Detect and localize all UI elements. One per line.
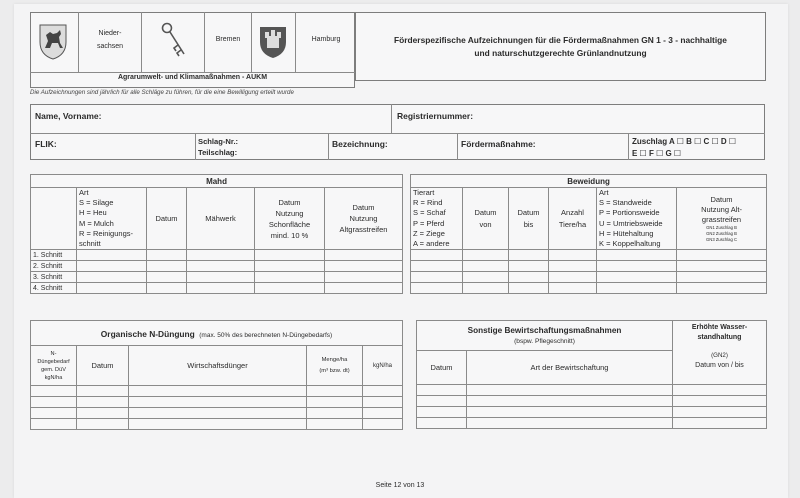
flik-field[interactable]	[65, 135, 190, 158]
wasserstand-header: Erhöhte Wasser- standhaltung (GN2) Datum von / bis	[673, 321, 767, 385]
header-subtitle: Agrarumwelt- und Klimamaßnahmen - AUKM	[117, 74, 268, 81]
table-row: 2. Schnitt	[31, 261, 403, 272]
table-row	[31, 408, 403, 419]
duengung-table	[30, 320, 403, 430]
beweidung-datum-bis-header: Datum bis	[509, 188, 549, 250]
table-row	[417, 418, 767, 429]
hamburg-crest-icon	[257, 24, 289, 60]
logo-niedersachsen-text: Nieder- sachsen	[96, 30, 124, 50]
beweidung-datum-von-header: Datum von	[463, 188, 509, 250]
mahd-datum-header: Datum	[147, 188, 187, 250]
name-field[interactable]	[120, 106, 385, 130]
logo-bremen-text: Bremen	[215, 36, 241, 43]
logo-hamburg-text: Hamburg	[311, 36, 341, 43]
header-note: Die Aufzeichnungen sind jährlich für alle Schläge zu führen, für die eine Bewilligung erteilt wurde	[30, 89, 294, 96]
duengung-menge-header: Menge/ha (m³ bzw. dt)	[307, 346, 363, 386]
table-row	[31, 386, 403, 397]
registriernummer-field[interactable]	[490, 106, 760, 130]
mahd-maehwerk-header: Mähwerk	[187, 188, 255, 250]
table-row: 3. Schnitt	[31, 272, 403, 283]
name-field-label: Name, Vorname:	[35, 111, 102, 121]
duengung-bedarf-header: N- Düngebedarf gem. DüV kgN/ha	[31, 346, 77, 386]
mahd-title: Mahd	[31, 175, 403, 188]
schlag-labels: Schlag-Nr.: Teilschlag:	[198, 137, 239, 157]
mahd-table	[30, 174, 403, 294]
mahd-datum-schonflaeche-header: Datum Nutzung Schonfläche mind. 10 %	[255, 188, 325, 250]
sonstige-title: Sonstige Bewirtschaftungsmaßnahmen (bspw. Pflegeschnitt)	[417, 321, 673, 351]
duengung-kgn-header: kgN/ha	[363, 346, 403, 386]
header-title: Förderspezifische Aufzeichnungen für die Fördermaßnahmen GN 1 - 3 - nachhaltige und naturschutzgerechte Grünlandnutzung	[394, 35, 727, 58]
registriernummer-label: Registriernummer:	[397, 111, 474, 121]
niedersachsen-crest-icon	[36, 22, 70, 60]
beweidung-title: Beweidung	[411, 175, 767, 188]
sonstige-table	[416, 320, 767, 429]
flik-label: FLIK:	[35, 139, 57, 149]
duengung-datum-header: Datum	[77, 346, 129, 386]
table-row	[411, 272, 767, 283]
bezeichnung-label: Bezeichnung:	[332, 139, 388, 149]
table-row	[417, 396, 767, 407]
sonstige-datum-header: Datum	[417, 351, 467, 385]
mahd-art-header: Art S = Silage H = Heu M = Mulch R = Reinigungs- schnitt	[77, 188, 147, 250]
table-row	[411, 250, 767, 261]
table-row	[411, 261, 767, 272]
table-row	[411, 283, 767, 294]
table-row	[417, 407, 767, 418]
foerdermassnahme-label: Fördermaßnahme:	[461, 139, 536, 149]
sonstige-art-header: Art der Bewirtschaftung	[467, 351, 673, 385]
beweidung-table	[410, 174, 767, 294]
zuschlag-checkboxes[interactable]: Zuschlag A ☐ B ☐ C ☐ D ☐ E ☐ F ☐ G ☐	[632, 137, 737, 158]
mahd-datum-altgras-header: Datum Nutzung Altgrasstreifen	[325, 188, 403, 250]
table-row	[31, 397, 403, 408]
beweidung-datum-altgras-header: Datum Nutzung Alt- grasstreifen GN1 Zuschlag B GN2 Zuschlag B GN3 Zuschlag C	[677, 188, 767, 250]
table-row: 1. Schnitt	[31, 250, 403, 261]
bremen-key-icon	[157, 20, 189, 64]
beweidung-art-header: Art S = Standweide P = Portionsweide U = Umtriebsweide H = Hütehaltung K = Koppelhaltung	[597, 188, 677, 250]
table-row: 4. Schnitt	[31, 283, 403, 294]
duengung-title: Organische N-Düngung (max. 50% des berechneten N-Düngebedarfs)	[31, 321, 403, 346]
page-number: Seite 12 von 13	[375, 482, 425, 489]
beweidung-anzahl-header: Anzahl Tiere/ha	[549, 188, 597, 250]
duengung-wirtschaftsduenger-header: Wirtschaftsdünger	[129, 346, 307, 386]
table-row	[417, 385, 767, 396]
table-row	[31, 419, 403, 430]
beweidung-tierart-header: Tierart R = Rind S = Schaf P = Pferd Z = Ziege A = andere	[411, 188, 463, 250]
